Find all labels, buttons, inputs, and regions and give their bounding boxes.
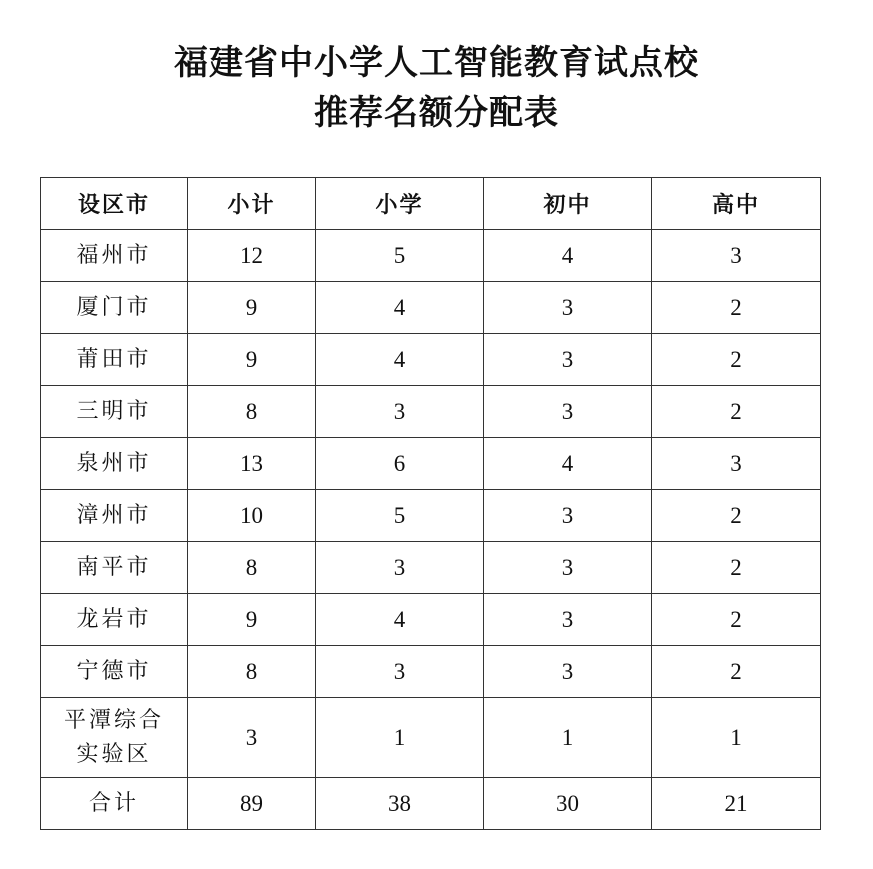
total-row xyxy=(41,778,821,830)
senior-cell: 2 xyxy=(652,542,821,594)
city-cell: 泉州市 xyxy=(41,438,188,490)
city-cell: 三明市 xyxy=(41,386,188,438)
city-cell: 莆田市 xyxy=(41,334,188,386)
city-cell: 龙岩市 xyxy=(41,594,188,646)
senior-cell: 2 xyxy=(652,594,821,646)
subtotal-cell: 12 xyxy=(188,230,316,282)
table-row xyxy=(41,386,821,438)
table-row xyxy=(41,230,821,282)
junior-cell: 4 xyxy=(484,230,652,282)
junior-cell: 3 xyxy=(484,282,652,334)
table-header-row xyxy=(41,178,821,230)
primary-cell: 3 xyxy=(316,386,484,438)
primary-cell: 5 xyxy=(316,230,484,282)
city-line-1: 平潭综合 xyxy=(63,707,164,733)
primary-cell: 38 xyxy=(316,778,484,830)
subtotal-cell: 3 xyxy=(188,698,316,778)
junior-cell: 3 xyxy=(484,646,652,698)
city-cell: 福州市 xyxy=(41,230,188,282)
junior-cell: 3 xyxy=(484,490,652,542)
city-cell: 宁德市 xyxy=(41,646,188,698)
junior-cell: 30 xyxy=(484,778,652,830)
table-row xyxy=(41,438,821,490)
city-cell: 厦门市 xyxy=(41,282,188,334)
title-line-1: 福建省中小学人工智能教育试点校 xyxy=(174,43,699,83)
senior-cell: 2 xyxy=(652,386,821,438)
primary-cell: 3 xyxy=(316,542,484,594)
header-city: 设区市 xyxy=(41,178,188,230)
subtotal-cell: 8 xyxy=(188,386,316,438)
subtotal-cell: 9 xyxy=(188,594,316,646)
subtotal-cell: 89 xyxy=(188,778,316,830)
senior-cell: 21 xyxy=(652,778,821,830)
senior-cell: 3 xyxy=(652,438,821,490)
primary-cell: 4 xyxy=(316,334,484,386)
junior-cell: 4 xyxy=(484,438,652,490)
city-cell xyxy=(41,698,188,778)
primary-cell: 6 xyxy=(316,438,484,490)
city-cell: 漳州市 xyxy=(41,490,188,542)
subtotal-cell: 9 xyxy=(188,282,316,334)
city-cell: 南平市 xyxy=(41,542,188,594)
subtotal-cell: 8 xyxy=(188,542,316,594)
table-row xyxy=(41,594,821,646)
senior-cell: 3 xyxy=(652,230,821,282)
junior-cell: 3 xyxy=(484,542,652,594)
senior-cell: 2 xyxy=(652,282,821,334)
junior-cell: 1 xyxy=(484,698,652,778)
junior-cell: 3 xyxy=(484,386,652,438)
primary-cell: 1 xyxy=(316,698,484,778)
primary-cell: 4 xyxy=(316,594,484,646)
quota-table xyxy=(40,177,821,830)
table-row xyxy=(41,282,821,334)
title-line-2: 推荐名额分配表 xyxy=(314,93,559,133)
header-junior: 初中 xyxy=(484,178,652,230)
senior-cell: 2 xyxy=(652,490,821,542)
primary-cell: 3 xyxy=(316,646,484,698)
primary-cell: 5 xyxy=(316,490,484,542)
city-line-2: 实验区 xyxy=(76,741,152,767)
table-row xyxy=(41,542,821,594)
junior-cell: 3 xyxy=(484,334,652,386)
table-row xyxy=(41,646,821,698)
table-row xyxy=(41,490,821,542)
senior-cell: 2 xyxy=(652,334,821,386)
subtotal-cell: 8 xyxy=(188,646,316,698)
header-subtotal: 小计 xyxy=(188,178,316,230)
document-title xyxy=(0,38,873,138)
subtotal-cell: 13 xyxy=(188,438,316,490)
header-primary: 小学 xyxy=(316,178,484,230)
table-row xyxy=(41,698,821,778)
senior-cell: 2 xyxy=(652,646,821,698)
primary-cell: 4 xyxy=(316,282,484,334)
header-senior: 高中 xyxy=(652,178,821,230)
total-label-cell: 合计 xyxy=(41,778,188,830)
subtotal-cell: 10 xyxy=(188,490,316,542)
junior-cell: 3 xyxy=(484,594,652,646)
senior-cell: 1 xyxy=(652,698,821,778)
subtotal-cell: 9 xyxy=(188,334,316,386)
table-row xyxy=(41,334,821,386)
